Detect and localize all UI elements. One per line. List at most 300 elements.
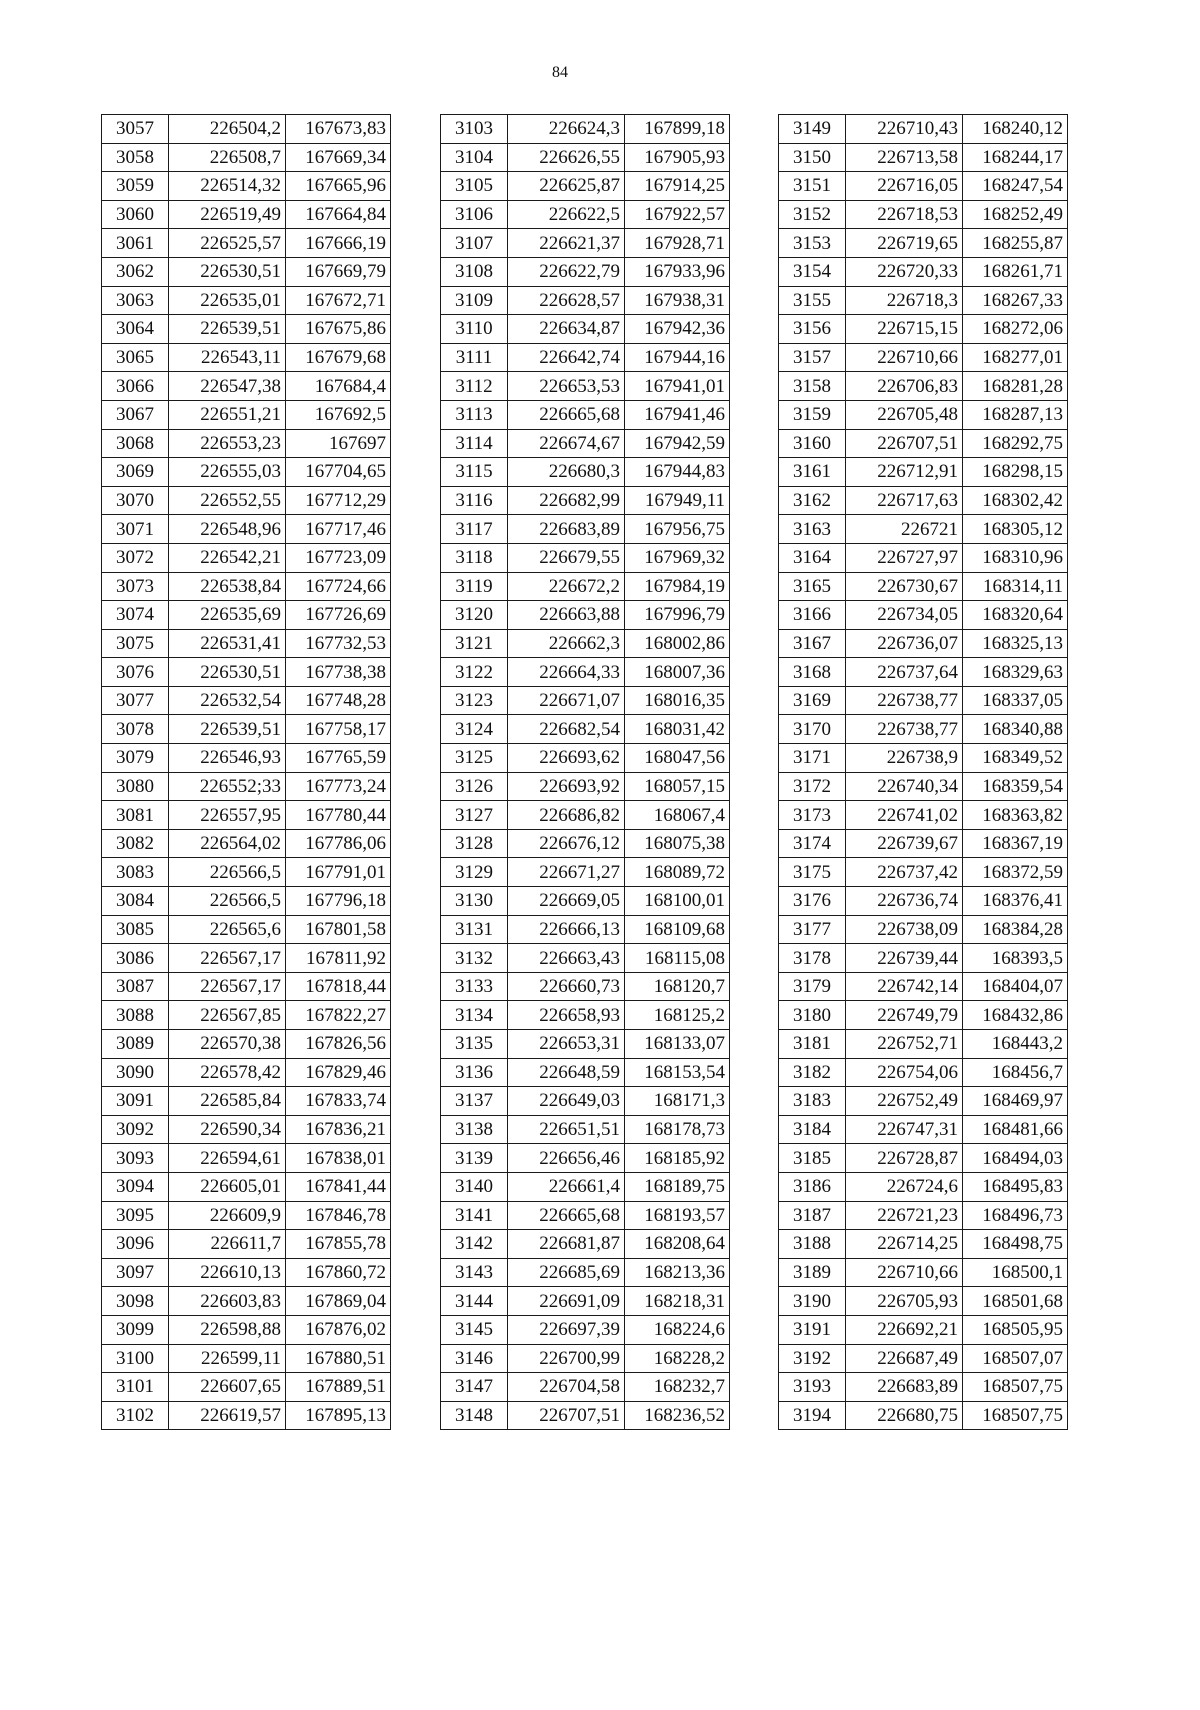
y-coordinate-cell: 168240,12 bbox=[963, 115, 1068, 144]
table-row bbox=[102, 257, 391, 286]
point-number-cell: 3077 bbox=[102, 686, 169, 715]
point-number-cell: 3175 bbox=[779, 858, 846, 887]
point-number-cell: 3119 bbox=[441, 572, 508, 601]
y-coordinate-cell: 167838,01 bbox=[286, 1144, 391, 1173]
x-coordinate-cell: 226693,92 bbox=[508, 772, 625, 801]
point-number-cell: 3111 bbox=[441, 343, 508, 372]
table-row bbox=[779, 1344, 1068, 1373]
x-coordinate-cell: 226706,83 bbox=[846, 372, 963, 401]
x-coordinate-cell: 226628,57 bbox=[508, 286, 625, 315]
y-coordinate-cell: 167942,59 bbox=[625, 429, 730, 458]
table-row bbox=[441, 572, 730, 601]
point-number-cell: 3091 bbox=[102, 1087, 169, 1116]
table-row bbox=[779, 601, 1068, 630]
y-coordinate-cell: 168007,36 bbox=[625, 658, 730, 687]
point-number-cell: 3092 bbox=[102, 1115, 169, 1144]
y-coordinate-cell: 168372,59 bbox=[963, 858, 1068, 887]
table-row bbox=[102, 658, 391, 687]
y-coordinate-cell: 167876,02 bbox=[286, 1315, 391, 1344]
table-row bbox=[441, 858, 730, 887]
y-coordinate-cell: 167765,59 bbox=[286, 744, 391, 773]
x-coordinate-cell: 226682,54 bbox=[508, 715, 625, 744]
point-number-cell: 3184 bbox=[779, 1115, 846, 1144]
table-row bbox=[779, 229, 1068, 258]
y-coordinate-cell: 168255,87 bbox=[963, 229, 1068, 258]
point-number-cell: 3193 bbox=[779, 1373, 846, 1402]
table-row bbox=[441, 343, 730, 372]
point-number-cell: 3115 bbox=[441, 458, 508, 487]
table-row bbox=[441, 829, 730, 858]
point-number-cell: 3169 bbox=[779, 686, 846, 715]
y-coordinate-cell: 168367,19 bbox=[963, 829, 1068, 858]
y-coordinate-cell: 168100,01 bbox=[625, 887, 730, 916]
table-row bbox=[441, 1344, 730, 1373]
point-number-cell: 3150 bbox=[779, 143, 846, 172]
y-coordinate-cell: 168469,97 bbox=[963, 1087, 1068, 1116]
y-coordinate-cell: 168133,07 bbox=[625, 1030, 730, 1059]
point-number-cell: 3171 bbox=[779, 744, 846, 773]
table-row bbox=[102, 200, 391, 229]
x-coordinate-cell: 226740,34 bbox=[846, 772, 963, 801]
y-coordinate-cell: 168363,82 bbox=[963, 801, 1068, 830]
y-coordinate-cell: 167836,21 bbox=[286, 1115, 391, 1144]
point-number-cell: 3182 bbox=[779, 1058, 846, 1087]
point-number-cell: 3127 bbox=[441, 801, 508, 830]
point-number-cell: 3128 bbox=[441, 829, 508, 858]
table-row bbox=[102, 1001, 391, 1030]
table-row bbox=[102, 229, 391, 258]
point-number-cell: 3151 bbox=[779, 172, 846, 201]
y-coordinate-cell: 167811,92 bbox=[286, 944, 391, 973]
table-row bbox=[102, 172, 391, 201]
point-number-cell: 3159 bbox=[779, 400, 846, 429]
point-number-cell: 3081 bbox=[102, 801, 169, 830]
x-coordinate-cell: 226712,91 bbox=[846, 458, 963, 487]
y-coordinate-cell: 167692,5 bbox=[286, 400, 391, 429]
table-row bbox=[441, 143, 730, 172]
table-row bbox=[779, 715, 1068, 744]
y-coordinate-cell: 168252,49 bbox=[963, 200, 1068, 229]
point-number-cell: 3132 bbox=[441, 944, 508, 973]
y-coordinate-cell: 168507,07 bbox=[963, 1344, 1068, 1373]
x-coordinate-cell: 226651,51 bbox=[508, 1115, 625, 1144]
y-coordinate-cell: 168120,7 bbox=[625, 972, 730, 1001]
point-number-cell: 3063 bbox=[102, 286, 169, 315]
table-row bbox=[441, 601, 730, 630]
point-number-cell: 3142 bbox=[441, 1230, 508, 1259]
table-row bbox=[102, 1287, 391, 1316]
table-row bbox=[441, 686, 730, 715]
y-coordinate-cell: 168067,4 bbox=[625, 801, 730, 830]
table-row bbox=[441, 257, 730, 286]
table-row bbox=[441, 1201, 730, 1230]
x-coordinate-cell: 226590,34 bbox=[169, 1115, 286, 1144]
y-coordinate-cell: 168505,95 bbox=[963, 1315, 1068, 1344]
y-coordinate-cell: 168298,15 bbox=[963, 458, 1068, 487]
y-coordinate-cell: 167944,16 bbox=[625, 343, 730, 372]
y-coordinate-cell: 167895,13 bbox=[286, 1401, 391, 1430]
table-row bbox=[441, 486, 730, 515]
table-row bbox=[779, 486, 1068, 515]
table-row bbox=[779, 887, 1068, 916]
x-coordinate-cell: 226710,66 bbox=[846, 343, 963, 372]
x-coordinate-cell: 226585,84 bbox=[169, 1087, 286, 1116]
point-number-cell: 3188 bbox=[779, 1230, 846, 1259]
table-row bbox=[779, 1373, 1068, 1402]
table-row bbox=[779, 458, 1068, 487]
y-coordinate-cell: 167829,46 bbox=[286, 1058, 391, 1087]
point-number-cell: 3096 bbox=[102, 1230, 169, 1259]
y-coordinate-cell: 167679,68 bbox=[286, 343, 391, 372]
x-coordinate-cell: 226603,83 bbox=[169, 1287, 286, 1316]
x-coordinate-cell: 226557,95 bbox=[169, 801, 286, 830]
y-coordinate-cell: 167796,18 bbox=[286, 887, 391, 916]
x-coordinate-cell: 226565,6 bbox=[169, 915, 286, 944]
table-row bbox=[779, 143, 1068, 172]
table-row bbox=[102, 887, 391, 916]
y-coordinate-cell: 167669,79 bbox=[286, 257, 391, 286]
table-row bbox=[779, 944, 1068, 973]
x-coordinate-cell: 226737,64 bbox=[846, 658, 963, 687]
x-coordinate-cell: 226749,79 bbox=[846, 1001, 963, 1030]
point-number-cell: 3134 bbox=[441, 1001, 508, 1030]
point-number-cell: 3146 bbox=[441, 1344, 508, 1373]
point-number-cell: 3109 bbox=[441, 286, 508, 315]
y-coordinate-cell: 168002,86 bbox=[625, 629, 730, 658]
x-coordinate-cell: 226519,49 bbox=[169, 200, 286, 229]
table-row bbox=[102, 715, 391, 744]
table-row bbox=[779, 972, 1068, 1001]
x-coordinate-cell: 226716,05 bbox=[846, 172, 963, 201]
table-row bbox=[102, 315, 391, 344]
x-coordinate-cell: 226567,17 bbox=[169, 944, 286, 973]
table-row bbox=[779, 1030, 1068, 1059]
table-row bbox=[441, 887, 730, 916]
table-row bbox=[441, 744, 730, 773]
table-row bbox=[779, 572, 1068, 601]
x-coordinate-cell: 226736,74 bbox=[846, 887, 963, 916]
point-number-cell: 3086 bbox=[102, 944, 169, 973]
y-coordinate-cell: 167818,44 bbox=[286, 972, 391, 1001]
x-coordinate-cell: 226738,77 bbox=[846, 715, 963, 744]
point-number-cell: 3090 bbox=[102, 1058, 169, 1087]
x-coordinate-cell: 226619,57 bbox=[169, 1401, 286, 1430]
x-coordinate-cell: 226535,01 bbox=[169, 286, 286, 315]
y-coordinate-cell: 167938,31 bbox=[625, 286, 730, 315]
x-coordinate-cell: 226530,51 bbox=[169, 658, 286, 687]
point-number-cell: 3136 bbox=[441, 1058, 508, 1087]
table-row bbox=[779, 829, 1068, 858]
point-number-cell: 3178 bbox=[779, 944, 846, 973]
table-row bbox=[779, 629, 1068, 658]
y-coordinate-cell: 167922,57 bbox=[625, 200, 730, 229]
y-coordinate-cell: 167738,38 bbox=[286, 658, 391, 687]
point-number-cell: 3093 bbox=[102, 1144, 169, 1173]
point-number-cell: 3094 bbox=[102, 1172, 169, 1201]
x-coordinate-cell: 226555,03 bbox=[169, 458, 286, 487]
y-coordinate-cell: 167996,79 bbox=[625, 601, 730, 630]
table-row bbox=[441, 772, 730, 801]
table-row bbox=[779, 1201, 1068, 1230]
x-coordinate-cell: 226665,68 bbox=[508, 400, 625, 429]
y-coordinate-cell: 168494,03 bbox=[963, 1144, 1068, 1173]
y-coordinate-cell: 168393,5 bbox=[963, 944, 1068, 973]
table-row bbox=[779, 257, 1068, 286]
x-coordinate-cell: 226714,25 bbox=[846, 1230, 963, 1259]
y-coordinate-cell: 168171,3 bbox=[625, 1087, 730, 1116]
y-coordinate-cell: 167928,71 bbox=[625, 229, 730, 258]
y-coordinate-cell: 168481,66 bbox=[963, 1115, 1068, 1144]
point-number-cell: 3129 bbox=[441, 858, 508, 887]
y-coordinate-cell: 167949,11 bbox=[625, 486, 730, 515]
point-number-cell: 3153 bbox=[779, 229, 846, 258]
coordinates-table-2 bbox=[440, 114, 730, 1430]
table-row bbox=[779, 286, 1068, 315]
x-coordinate-cell: 226742,14 bbox=[846, 972, 963, 1001]
y-coordinate-cell: 167933,96 bbox=[625, 257, 730, 286]
y-coordinate-cell: 167665,96 bbox=[286, 172, 391, 201]
point-number-cell: 3105 bbox=[441, 172, 508, 201]
point-number-cell: 3060 bbox=[102, 200, 169, 229]
y-coordinate-cell: 167905,93 bbox=[625, 143, 730, 172]
table-row bbox=[441, 115, 730, 144]
y-coordinate-cell: 167780,44 bbox=[286, 801, 391, 830]
table-row bbox=[441, 172, 730, 201]
point-number-cell: 3162 bbox=[779, 486, 846, 515]
y-coordinate-cell: 168500,1 bbox=[963, 1258, 1068, 1287]
y-coordinate-cell: 167860,72 bbox=[286, 1258, 391, 1287]
point-number-cell: 3145 bbox=[441, 1315, 508, 1344]
point-number-cell: 3072 bbox=[102, 543, 169, 572]
y-coordinate-cell: 167712,29 bbox=[286, 486, 391, 515]
x-coordinate-cell: 226707,51 bbox=[508, 1401, 625, 1430]
x-coordinate-cell: 226697,39 bbox=[508, 1315, 625, 1344]
table-row bbox=[779, 1115, 1068, 1144]
table-row bbox=[779, 515, 1068, 544]
point-number-cell: 3180 bbox=[779, 1001, 846, 1030]
x-coordinate-cell: 226611,7 bbox=[169, 1230, 286, 1259]
point-number-cell: 3098 bbox=[102, 1287, 169, 1316]
table-row bbox=[441, 1001, 730, 1030]
table-row bbox=[102, 143, 391, 172]
table-row bbox=[102, 629, 391, 658]
y-coordinate-cell: 168272,06 bbox=[963, 315, 1068, 344]
table-row bbox=[779, 200, 1068, 229]
table-row bbox=[102, 744, 391, 773]
x-coordinate-cell: 226727,97 bbox=[846, 543, 963, 572]
x-coordinate-cell: 226508,7 bbox=[169, 143, 286, 172]
point-number-cell: 3152 bbox=[779, 200, 846, 229]
point-number-cell: 3079 bbox=[102, 744, 169, 773]
x-coordinate-cell: 226543,11 bbox=[169, 343, 286, 372]
y-coordinate-cell: 167669,34 bbox=[286, 143, 391, 172]
point-number-cell: 3157 bbox=[779, 343, 846, 372]
x-coordinate-cell: 226546,93 bbox=[169, 744, 286, 773]
table-row bbox=[441, 658, 730, 687]
point-number-cell: 3173 bbox=[779, 801, 846, 830]
y-coordinate-cell: 168193,57 bbox=[625, 1201, 730, 1230]
x-coordinate-cell: 226679,55 bbox=[508, 543, 625, 572]
x-coordinate-cell: 226610,13 bbox=[169, 1258, 286, 1287]
y-coordinate-cell: 168244,17 bbox=[963, 143, 1068, 172]
x-coordinate-cell: 226728,87 bbox=[846, 1144, 963, 1173]
x-coordinate-cell: 226653,31 bbox=[508, 1030, 625, 1059]
table-row bbox=[102, 372, 391, 401]
y-coordinate-cell: 168310,96 bbox=[963, 543, 1068, 572]
x-coordinate-cell: 226705,93 bbox=[846, 1287, 963, 1316]
x-coordinate-cell: 226715,15 bbox=[846, 315, 963, 344]
table-row bbox=[441, 1315, 730, 1344]
y-coordinate-cell: 168281,28 bbox=[963, 372, 1068, 401]
x-coordinate-cell: 226707,51 bbox=[846, 429, 963, 458]
point-number-cell: 3161 bbox=[779, 458, 846, 487]
y-coordinate-cell: 167758,17 bbox=[286, 715, 391, 744]
table-row bbox=[102, 1230, 391, 1259]
y-coordinate-cell: 168320,64 bbox=[963, 601, 1068, 630]
x-coordinate-cell: 226622,5 bbox=[508, 200, 625, 229]
point-number-cell: 3084 bbox=[102, 887, 169, 916]
table-row bbox=[779, 915, 1068, 944]
table-row bbox=[441, 429, 730, 458]
table-row bbox=[779, 400, 1068, 429]
y-coordinate-cell: 167880,51 bbox=[286, 1344, 391, 1373]
table-row bbox=[441, 944, 730, 973]
y-coordinate-cell: 167826,56 bbox=[286, 1030, 391, 1059]
point-number-cell: 3080 bbox=[102, 772, 169, 801]
x-coordinate-cell: 226681,87 bbox=[508, 1230, 625, 1259]
table-row bbox=[779, 429, 1068, 458]
x-coordinate-cell: 226720,33 bbox=[846, 257, 963, 286]
point-number-cell: 3192 bbox=[779, 1344, 846, 1373]
x-coordinate-cell: 226738,77 bbox=[846, 686, 963, 715]
y-coordinate-cell: 167732,53 bbox=[286, 629, 391, 658]
table-row bbox=[102, 486, 391, 515]
x-coordinate-cell: 226721 bbox=[846, 515, 963, 544]
y-coordinate-cell: 167956,75 bbox=[625, 515, 730, 544]
y-coordinate-cell: 168115,08 bbox=[625, 944, 730, 973]
y-coordinate-cell: 168501,68 bbox=[963, 1287, 1068, 1316]
point-number-cell: 3186 bbox=[779, 1172, 846, 1201]
point-number-cell: 3095 bbox=[102, 1201, 169, 1230]
x-coordinate-cell: 226736,07 bbox=[846, 629, 963, 658]
y-coordinate-cell: 168016,35 bbox=[625, 686, 730, 715]
point-number-cell: 3168 bbox=[779, 658, 846, 687]
y-coordinate-cell: 168218,31 bbox=[625, 1287, 730, 1316]
table-row bbox=[102, 515, 391, 544]
table-row bbox=[779, 115, 1068, 144]
y-coordinate-cell: 167841,44 bbox=[286, 1172, 391, 1201]
point-number-cell: 3075 bbox=[102, 629, 169, 658]
point-number-cell: 3126 bbox=[441, 772, 508, 801]
y-coordinate-cell: 168075,38 bbox=[625, 829, 730, 858]
point-number-cell: 3071 bbox=[102, 515, 169, 544]
x-coordinate-cell: 226752,49 bbox=[846, 1087, 963, 1116]
x-coordinate-cell: 226530,51 bbox=[169, 257, 286, 286]
point-number-cell: 3097 bbox=[102, 1258, 169, 1287]
x-coordinate-cell: 226680,3 bbox=[508, 458, 625, 487]
x-coordinate-cell: 226734,05 bbox=[846, 601, 963, 630]
x-coordinate-cell: 226570,38 bbox=[169, 1030, 286, 1059]
table-row bbox=[441, 315, 730, 344]
x-coordinate-cell: 226663,43 bbox=[508, 944, 625, 973]
point-number-cell: 3156 bbox=[779, 315, 846, 344]
x-coordinate-cell: 226719,65 bbox=[846, 229, 963, 258]
x-coordinate-cell: 226738,09 bbox=[846, 915, 963, 944]
x-coordinate-cell: 226514,32 bbox=[169, 172, 286, 201]
y-coordinate-cell: 167869,04 bbox=[286, 1287, 391, 1316]
x-coordinate-cell: 226567,85 bbox=[169, 1001, 286, 1030]
x-coordinate-cell: 226738,9 bbox=[846, 744, 963, 773]
table-row bbox=[441, 1058, 730, 1087]
table-row bbox=[779, 543, 1068, 572]
x-coordinate-cell: 226535,69 bbox=[169, 601, 286, 630]
y-coordinate-cell: 168376,41 bbox=[963, 887, 1068, 916]
y-coordinate-cell: 167717,46 bbox=[286, 515, 391, 544]
x-coordinate-cell: 226739,44 bbox=[846, 944, 963, 973]
point-number-cell: 3088 bbox=[102, 1001, 169, 1030]
y-coordinate-cell: 167914,25 bbox=[625, 172, 730, 201]
point-number-cell: 3057 bbox=[102, 115, 169, 144]
y-coordinate-cell: 167664,84 bbox=[286, 200, 391, 229]
point-number-cell: 3185 bbox=[779, 1144, 846, 1173]
table-row bbox=[102, 1401, 391, 1430]
x-coordinate-cell: 226665,68 bbox=[508, 1201, 625, 1230]
point-number-cell: 3155 bbox=[779, 286, 846, 315]
x-coordinate-cell: 226664,33 bbox=[508, 658, 625, 687]
x-coordinate-cell: 226607,65 bbox=[169, 1373, 286, 1402]
x-coordinate-cell: 226621,37 bbox=[508, 229, 625, 258]
point-number-cell: 3117 bbox=[441, 515, 508, 544]
table-row bbox=[102, 1030, 391, 1059]
point-number-cell: 3107 bbox=[441, 229, 508, 258]
y-coordinate-cell: 168359,54 bbox=[963, 772, 1068, 801]
x-coordinate-cell: 226542,21 bbox=[169, 543, 286, 572]
x-coordinate-cell: 226566,5 bbox=[169, 858, 286, 887]
y-coordinate-cell: 168305,12 bbox=[963, 515, 1068, 544]
x-coordinate-cell: 226718,3 bbox=[846, 286, 963, 315]
page-number: 84 bbox=[552, 64, 568, 81]
table-row bbox=[779, 372, 1068, 401]
point-number-cell: 3181 bbox=[779, 1030, 846, 1059]
point-number-cell: 3106 bbox=[441, 200, 508, 229]
x-coordinate-cell: 226622,79 bbox=[508, 257, 625, 286]
x-coordinate-cell: 226548,96 bbox=[169, 515, 286, 544]
x-coordinate-cell: 226553,23 bbox=[169, 429, 286, 458]
y-coordinate-cell: 168495,83 bbox=[963, 1172, 1068, 1201]
x-coordinate-cell: 226634,87 bbox=[508, 315, 625, 344]
point-number-cell: 3164 bbox=[779, 543, 846, 572]
x-coordinate-cell: 226683,89 bbox=[846, 1373, 963, 1402]
point-number-cell: 3062 bbox=[102, 257, 169, 286]
x-coordinate-cell: 226648,59 bbox=[508, 1058, 625, 1087]
table-row bbox=[441, 1287, 730, 1316]
y-coordinate-cell: 167855,78 bbox=[286, 1230, 391, 1259]
x-coordinate-cell: 226737,42 bbox=[846, 858, 963, 887]
table-row bbox=[102, 572, 391, 601]
point-number-cell: 3123 bbox=[441, 686, 508, 715]
table-row bbox=[102, 1172, 391, 1201]
x-coordinate-cell: 226539,51 bbox=[169, 715, 286, 744]
table-row bbox=[441, 400, 730, 429]
table-row bbox=[441, 1144, 730, 1173]
x-coordinate-cell: 226532,54 bbox=[169, 686, 286, 715]
x-coordinate-cell: 226754,06 bbox=[846, 1058, 963, 1087]
x-coordinate-cell: 226662,3 bbox=[508, 629, 625, 658]
x-coordinate-cell: 226566,5 bbox=[169, 887, 286, 916]
y-coordinate-cell: 167846,78 bbox=[286, 1201, 391, 1230]
table-row bbox=[441, 372, 730, 401]
y-coordinate-cell: 168189,75 bbox=[625, 1172, 730, 1201]
